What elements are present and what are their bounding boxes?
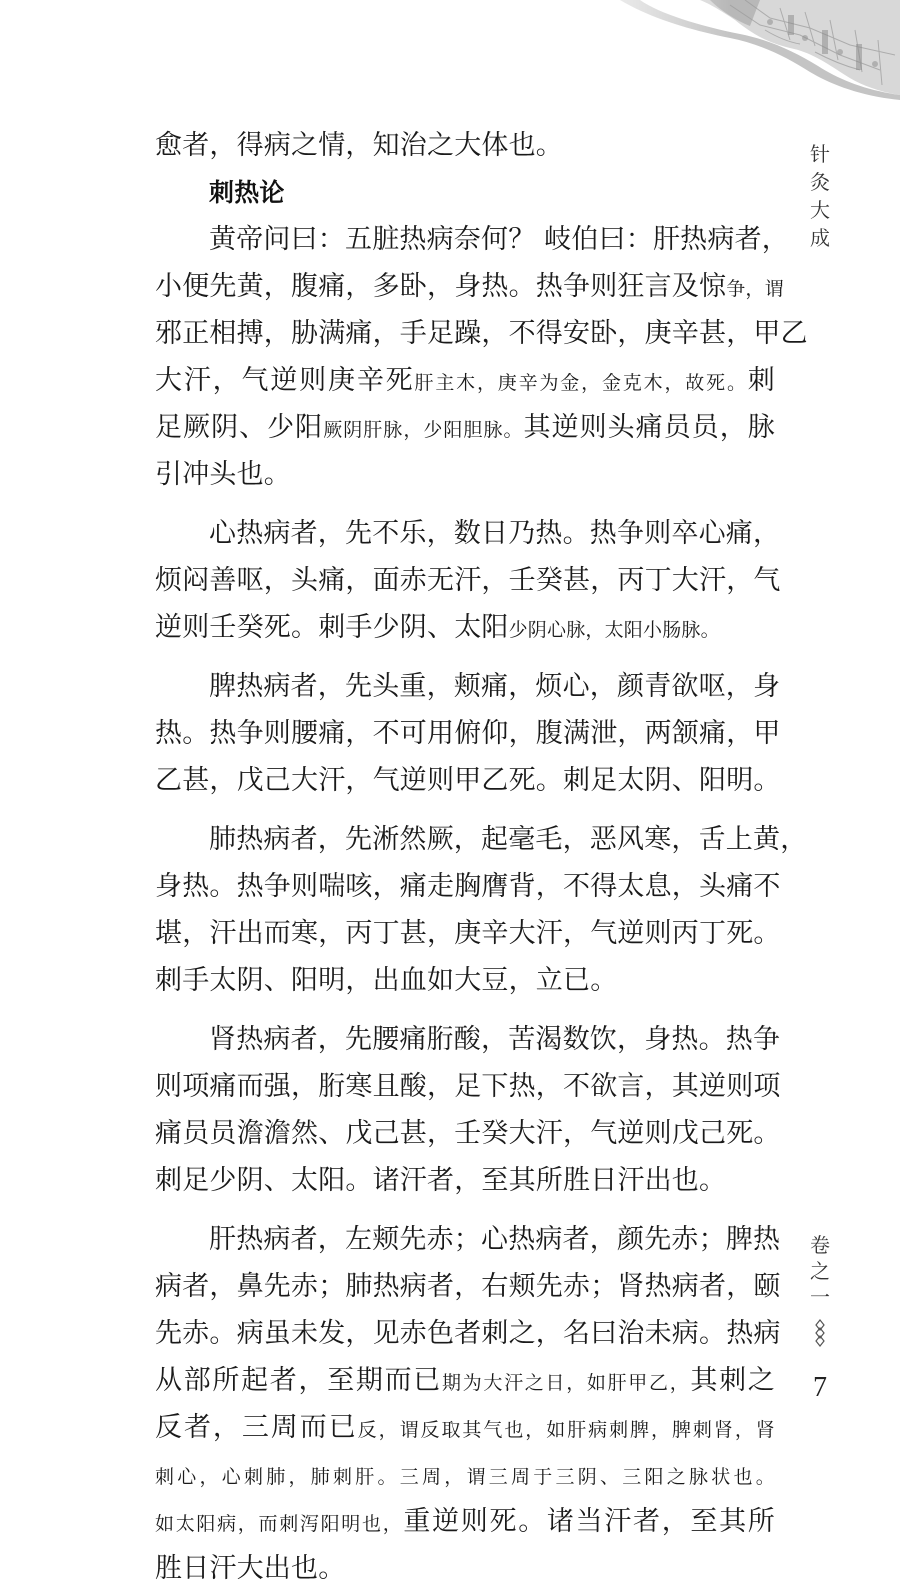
text-line: 胜日汗大出也。 xyxy=(155,1553,346,1584)
book-title-char: 灸 xyxy=(810,170,830,194)
main-text: 大汗，气逆则庚辛死 xyxy=(155,365,415,396)
text-line: 乙甚，戊己大汗，气逆则甲乙死。刺足太阴、阳明。 xyxy=(155,765,781,796)
volume-char: 之 xyxy=(810,1259,830,1283)
volume-label-vertical xyxy=(808,1232,832,1310)
text-line xyxy=(155,1451,775,1498)
main-text: 从部所起者，至期而已 xyxy=(155,1365,442,1396)
text-line: 痛员员澹澹然、戊己甚，壬癸大汗，气逆则戊己死。 xyxy=(155,1118,781,1149)
annotation-note: 刺心，心刺肺，肺刺肝。三周，谓三周于三阴、三阳之脉状也。 xyxy=(155,1466,775,1488)
text-line: 肝热病者，左颊先赤；心热病者，颜先赤；脾热 xyxy=(209,1224,781,1255)
annotation-note: 反，谓反取其气也，如肝病刺脾，脾刺肾，肾 xyxy=(357,1419,775,1441)
volume-char: 一 xyxy=(810,1285,830,1309)
main-text: 刺 xyxy=(747,365,775,396)
main-text: 足厥阴、少阳 xyxy=(155,412,324,443)
text-line xyxy=(155,1357,775,1404)
main-text: 其逆则头痛员员，脉 xyxy=(523,412,775,443)
main-text: 反者，三周而已 xyxy=(155,1412,358,1443)
book-title-vertical xyxy=(808,140,832,252)
book-title-char: 成 xyxy=(810,226,830,250)
text-line: 烦闷善呕，头痛，面赤无汗，壬癸甚，丙丁大汗，气 xyxy=(155,565,781,596)
main-text: 逆则壬癸死。刺手少阴、太阳 xyxy=(155,612,509,643)
text-line: 邪正相搏，胁满痛，手足躁，不得安卧，庚辛甚，甲乙 xyxy=(155,318,808,349)
page-body xyxy=(155,122,808,1592)
text-line: 肺热病者，先淅然厥，起毫毛，恶风寒，舌上黄， xyxy=(209,824,808,855)
annotation-note: 如太阳病，而刺泻阳明也， xyxy=(155,1513,404,1535)
text-line: 病者，鼻先赤；肺热病者，右颊先赤；肾热病者，颐 xyxy=(155,1271,781,1302)
volume-char: 卷 xyxy=(810,1233,830,1257)
text-line xyxy=(155,604,775,651)
text-line: 刺足少阴、太阳。诸汗者，至其所胜日汗出也。 xyxy=(155,1165,727,1196)
chain-ornament-icon xyxy=(812,1318,828,1348)
section-title: 刺热论 xyxy=(209,178,285,207)
text-line: 则项痛而强，胻寒且酸，足下热，不欲言，其逆则项 xyxy=(155,1071,781,1102)
text-line xyxy=(155,404,775,451)
text-line: 引冲头也。 xyxy=(155,459,291,490)
text-line: 先赤。病虽未发，见赤色者刺之，名曰治未病。热病 xyxy=(155,1318,781,1349)
main-text: 重逆则死。诸当汗者，至其所 xyxy=(403,1506,775,1537)
text-line xyxy=(155,1498,775,1545)
text-line: 肾热病者，先腰痛胻酸，苦渴数饮，身热。热争 xyxy=(209,1024,781,1055)
book-title-char: 针 xyxy=(810,142,830,166)
annotation-note: 少阴心脉，太阳小肠脉。 xyxy=(508,619,720,641)
text-line: 刺手太阴、阳明，出血如大豆，立已。 xyxy=(155,965,618,996)
annotation-note: 期为大汗之日，如肝甲乙， xyxy=(442,1372,691,1394)
text-line: 黄帝问曰：五脏热病奈何？ 岐伯曰：肝热病者， xyxy=(209,224,789,255)
text-line: 愈者，得病之情，知治之大体也。 xyxy=(155,130,563,161)
annotation-note: 肝主木，庚辛为金，金克木，故死。 xyxy=(414,372,748,394)
annotation-note: 争，谓 xyxy=(726,278,784,300)
text-line xyxy=(155,263,784,310)
decorative-corner-illustration xyxy=(560,0,900,110)
page-number: 7 xyxy=(813,1372,827,1403)
text-line: 身热。热争则喘咳，痛走胸膺背，不得太息，头痛不 xyxy=(155,871,781,902)
main-text: 其刺之 xyxy=(690,1365,776,1396)
text-line xyxy=(155,1404,775,1451)
main-text: 小便先黄，腹痛，多卧，身热。热争则狂言及惊 xyxy=(155,271,727,302)
text-line xyxy=(155,357,775,404)
book-title-char: 大 xyxy=(810,198,830,222)
text-line: 心热病者，先不乐，数日乃热。热争则卒心痛， xyxy=(209,518,781,549)
text-line: 热。热争则腰痛，不可用俯仰，腹满泄，两颔痛，甲 xyxy=(155,718,781,749)
text-line: 脾热病者，先头重，颊痛，烦心，颜青欲呕，身 xyxy=(209,671,781,702)
annotation-note: 厥阴肝脉，少阳胆脉。 xyxy=(323,419,524,441)
text-line: 堪，汗出而寒，丙丁甚，庚辛大汗，气逆则丙丁死。 xyxy=(155,918,781,949)
